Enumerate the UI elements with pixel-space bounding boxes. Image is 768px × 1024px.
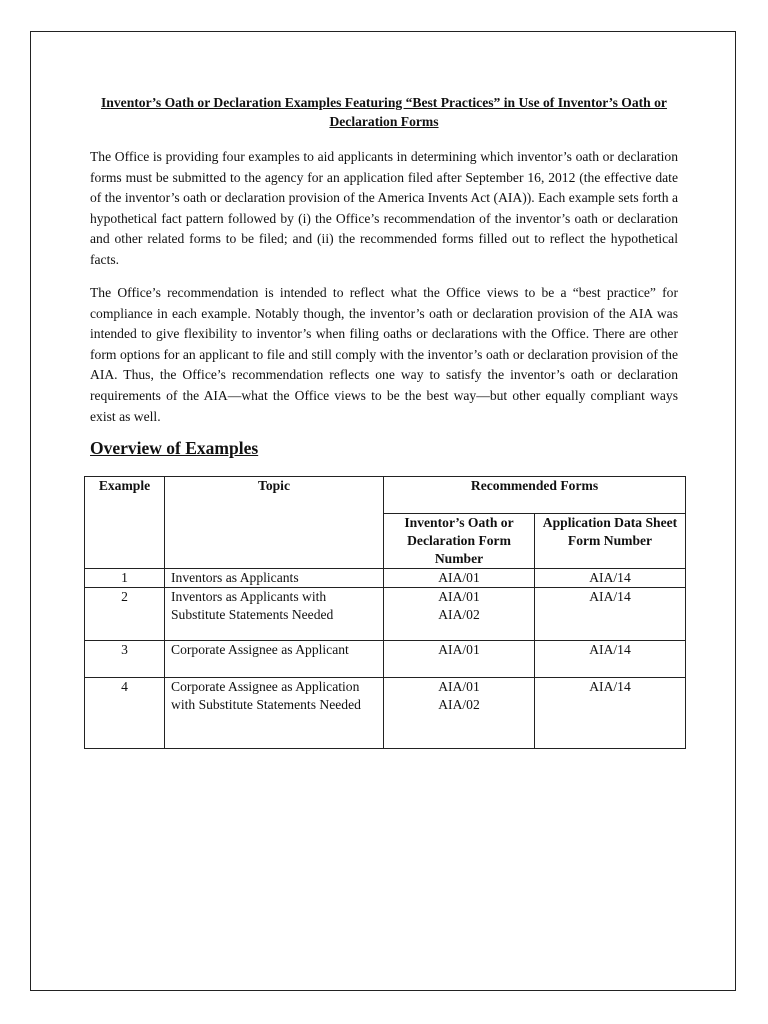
example-topic: Inventors as Applicants — [165, 569, 384, 588]
ads-form-number: AIA/14 — [535, 678, 686, 749]
header-recommended-forms: Recommended Forms — [384, 477, 686, 514]
example-topic: Inventors as Applicants with Substitute Statements Needed — [165, 588, 384, 641]
header-topic: Topic — [165, 477, 384, 514]
example-topic: Corporate Assignee as Application with Substitute Statements Needed — [165, 678, 384, 749]
oath-form-cell — [384, 641, 535, 678]
oath-form-cell — [384, 588, 535, 641]
example-number: 2 — [85, 588, 165, 641]
oath-form-number: AIA/02 — [438, 607, 480, 622]
best-practice-paragraph: The Office’s recommendation is intended to reflect what the Office views to be a “best practice” for compliance in each example. Notably though, the inventor’s oath or declaration provision of the AIA was intended to give flexibility to inventor’s when filing oaths or declarations with the Office. There are other form options for an applicant to file and still comply with the inventor’s oath or declaration provision of the AIA. Thus, the Office’s recommendation reflects one way to satisfy the inventor’s oath or declaration requirements of the AIA—what the Office views to be the best way—but other equally compliant ways exist as well. — [90, 285, 678, 424]
oath-form-cell — [384, 678, 535, 749]
header-example: Example — [85, 477, 165, 514]
oath-form-number: AIA/01 — [438, 642, 480, 657]
example-topic: Corporate Assignee as Applicant — [165, 641, 384, 678]
ads-form-number: AIA/14 — [535, 588, 686, 641]
document-title: Inventor’s Oath or Declaration Examples Featuring “Best Practices” in Use of Inventor’s Oath or Declaration Forms — [101, 95, 667, 129]
header-ads-form-number: Application Data Sheet Form Number — [535, 514, 686, 569]
table-row — [85, 641, 686, 678]
oath-form-number: AIA/02 — [438, 697, 480, 712]
example-number: 3 — [85, 641, 165, 678]
table-header-row — [85, 477, 686, 514]
section-heading-overview: Overview of Examples — [90, 438, 259, 458]
table-row — [85, 569, 686, 588]
table-subheader-row — [85, 514, 686, 569]
oath-form-number: AIA/01 — [438, 589, 480, 604]
intro-paragraph: The Office is providing four examples to aid applicants in determining which inventor’s oath or declaration forms must be submitted to the agency for an application filed after September 16, 2012 (the effective date of the inventor’s oath or declaration provision of the America Invents Act (AIA)). Each example sets forth a hypothetical fact pattern followed by (i) the Office’s recommendation of the inventor’s oath or declaration and other related forms to be filed; and (ii) the recommended forms filled out to reflect the hypothetical facts. — [90, 149, 678, 267]
header-oath-form-number: Inventor’s Oath or Declaration Form Number — [384, 514, 535, 569]
table-row — [85, 678, 686, 749]
header-example-blank — [85, 514, 165, 569]
example-number: 1 — [85, 569, 165, 588]
ads-form-number: AIA/14 — [535, 569, 686, 588]
example-number: 4 — [85, 678, 165, 749]
oath-form-cell — [384, 569, 535, 588]
oath-form-number: AIA/01 — [438, 570, 480, 585]
header-topic-blank — [165, 514, 384, 569]
overview-table — [84, 476, 686, 749]
table-row — [85, 588, 686, 641]
ads-form-number: AIA/14 — [535, 641, 686, 678]
oath-form-number: AIA/01 — [438, 679, 480, 694]
